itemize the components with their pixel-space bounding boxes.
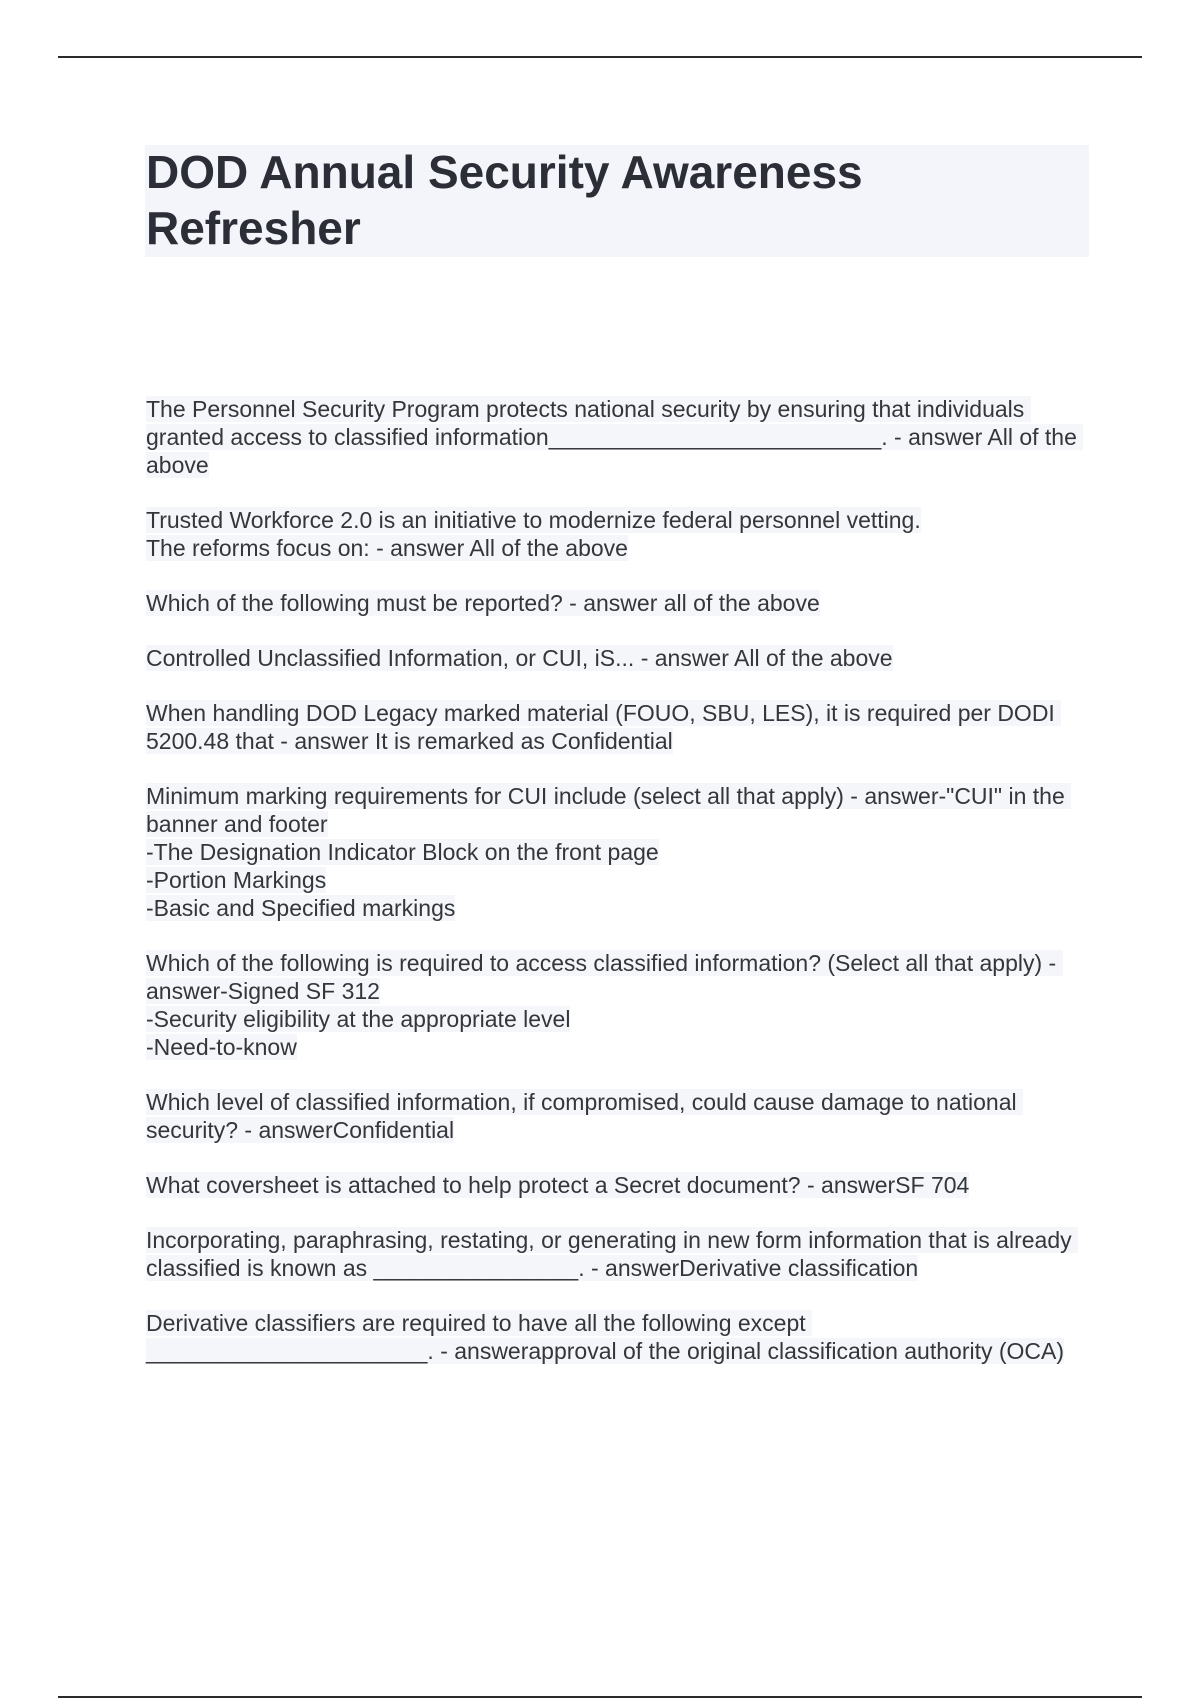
qa-text: Incorporating, paraphrasing, restating, or generating in new form information that is already classified is known as ________________. - answerDerivative classification xyxy=(146,1227,1079,1281)
qa-item-3 xyxy=(146,589,1096,617)
qa-item-7 xyxy=(146,949,1096,1061)
qa-item-11 xyxy=(146,1309,1096,1365)
qa-item-2 xyxy=(146,506,1096,562)
qa-text: What coversheet is attached to help protect a Secret document? - answerSF 704 xyxy=(146,1172,970,1198)
qa-item-1 xyxy=(146,395,1096,479)
qa-text: Minimum marking requirements for CUI include (select all that apply) - answer-"CUI" in the banner and footer -The Designation Indicator Block on the front page -Portion Markings -Basic and Specified markings xyxy=(146,783,1071,921)
qa-item-10 xyxy=(146,1226,1096,1282)
qa-item-9 xyxy=(146,1171,1096,1199)
qa-text: Controlled Unclassified Information, or CUI, iS... - answer All of the above xyxy=(146,645,893,671)
qa-text: Trusted Workforce 2.0 is an initiative to modernize federal personnel vetting. The reforms focus on: - answer All of the above xyxy=(146,507,921,561)
qa-item-4 xyxy=(146,644,1096,672)
qa-text: Which of the following is required to access classified information? (Select all that apply) - answer-Signed SF 312 -Security eligibility at the appropriate level -Need-to-know xyxy=(146,950,1063,1060)
qa-item-8 xyxy=(146,1088,1096,1144)
qa-text: Which of the following must be reported? - answer all of the above xyxy=(146,590,820,616)
document-title: DOD Annual Security Awareness Refresher xyxy=(146,146,863,254)
qa-text: When handling DOD Legacy marked material (FOUO, SBU, LES), it is required per DODI 5200.48 that - answer It is remarked as Confidential xyxy=(146,700,1062,754)
qa-text: The Personnel Security Program protects national security by ensuring that individuals granted access to classified information__________________________. - answer All of the above xyxy=(146,396,1084,478)
qa-text: Derivative classifiers are required to have all the following except ______________________. - answerapproval of the original classification authority (OCA) xyxy=(146,1310,1065,1364)
question-answer-list xyxy=(146,395,1096,1392)
bottom-rule xyxy=(58,1696,1142,1698)
top-rule xyxy=(58,56,1142,58)
qa-item-6 xyxy=(146,782,1096,922)
qa-text: Which level of classified information, if compromised, could cause damage to national security? - answerConfidential xyxy=(146,1089,1023,1143)
qa-item-5 xyxy=(146,699,1096,755)
